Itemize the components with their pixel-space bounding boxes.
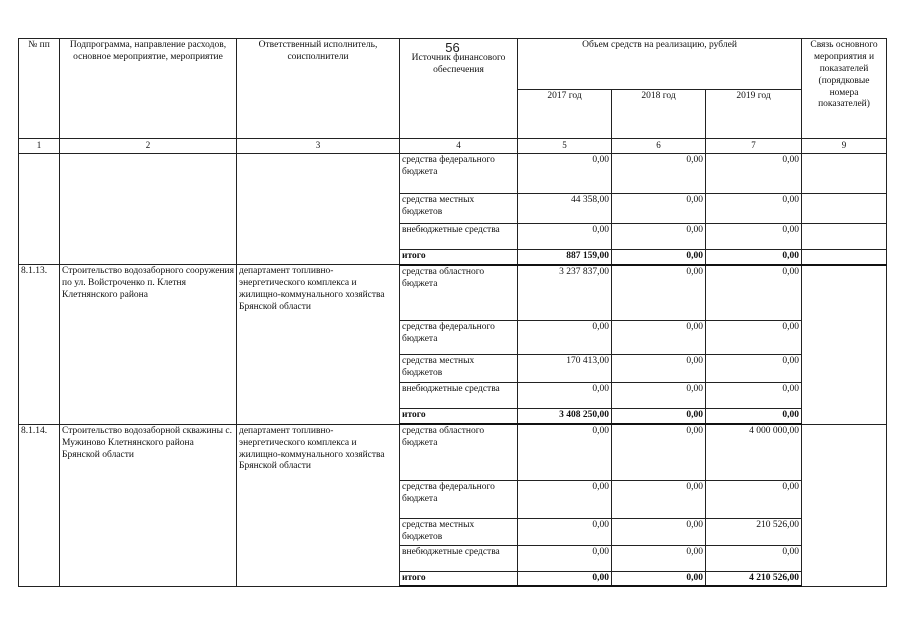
- value-2017: 0,00: [518, 224, 612, 250]
- value-2019: 0,00: [706, 194, 802, 224]
- source-cell: внебюджетные средства: [400, 545, 518, 571]
- header-volume: Объем средств на реализацию, рублей: [518, 39, 802, 90]
- total-label: итого: [400, 409, 518, 424]
- value-2017: 0,00: [518, 518, 612, 545]
- value-2017: 0,00: [518, 154, 612, 194]
- link-cell: [802, 265, 887, 424]
- code-cell: 8.1.14.: [19, 424, 60, 586]
- header-executor: Ответственный исполнитель, соисполнители: [237, 39, 400, 139]
- header-source: Источник финансового обеспечения: [400, 39, 518, 139]
- colnum-6: 6: [612, 139, 706, 154]
- colnum-3: 3: [237, 139, 400, 154]
- total-2017: 0,00: [518, 571, 612, 586]
- value-2019: 0,00: [706, 321, 802, 355]
- value-2018: 0,00: [612, 154, 706, 194]
- header-year-2018: 2018 год: [612, 90, 706, 139]
- value-2019: 0,00: [706, 224, 802, 250]
- source-cell: средства областного бюджета: [400, 424, 518, 480]
- source-cell: внебюджетные средства: [400, 224, 518, 250]
- total-2018: 0,00: [612, 250, 706, 265]
- value-2018: 0,00: [612, 545, 706, 571]
- table-row: [19, 424, 887, 480]
- code-cell: 8.1.13.: [19, 265, 60, 424]
- executor-cell: департамент топливно-энергетического комплекса и жилищно-коммунального хозяйства Брянской области: [237, 265, 400, 424]
- program-cell: [60, 154, 237, 265]
- total-2017: 3 408 250,00: [518, 409, 612, 424]
- value-2017: 170 413,00: [518, 355, 612, 383]
- value-2017: 0,00: [518, 424, 612, 480]
- value-2017: 3 237 837,00: [518, 265, 612, 321]
- total-2018: 0,00: [612, 571, 706, 586]
- value-2017: 0,00: [518, 545, 612, 571]
- total-2019: 0,00: [706, 409, 802, 424]
- total-label: итого: [400, 250, 518, 265]
- value-2019: 0,00: [706, 383, 802, 409]
- link-cell: [802, 154, 887, 194]
- budget-table: [18, 38, 887, 587]
- value-2018: 0,00: [612, 424, 706, 480]
- value-2018: 0,00: [612, 321, 706, 355]
- source-cell: внебюджетные средства: [400, 383, 518, 409]
- value-2018: 0,00: [612, 265, 706, 321]
- link-cell: [802, 194, 887, 224]
- header-num: № пп: [19, 39, 60, 139]
- page-number: 56: [445, 40, 460, 55]
- value-2019: 0,00: [706, 480, 802, 518]
- table-row: [19, 154, 887, 194]
- value-2017: 0,00: [518, 321, 612, 355]
- colnum-9: 9: [802, 139, 887, 154]
- value-2017: 0,00: [518, 383, 612, 409]
- total-label: итого: [400, 571, 518, 586]
- colnum-5: 5: [518, 139, 612, 154]
- value-2017: 44 358,00: [518, 194, 612, 224]
- link-cell: [802, 424, 887, 586]
- source-cell: средства областного бюджета: [400, 265, 518, 321]
- source-cell: средства местных бюджетов: [400, 518, 518, 545]
- value-2018: 0,00: [612, 480, 706, 518]
- column-numbers-row: [19, 139, 887, 154]
- value-2018: 0,00: [612, 383, 706, 409]
- colnum-1: 1: [19, 139, 60, 154]
- source-cell: средства федерального бюджета: [400, 321, 518, 355]
- header-year-2019: 2019 год: [706, 90, 802, 139]
- executor-cell: [237, 154, 400, 265]
- total-2018: 0,00: [612, 409, 706, 424]
- value-2018: 0,00: [612, 224, 706, 250]
- table-row: [19, 265, 887, 321]
- program-cell: Строительство водозаборного сооружения по ул. Войстроченко п. Клетня Клетнянского района: [60, 265, 237, 424]
- header-year-2017: 2017 год: [518, 90, 612, 139]
- code-cell: [19, 154, 60, 265]
- link-cell: [802, 250, 887, 265]
- colnum-7: 7: [706, 139, 802, 154]
- program-cell: Строительство водозаборной скважины с. Мужиново Клетнянского района Брянской области: [60, 424, 237, 586]
- value-2017: 0,00: [518, 480, 612, 518]
- value-2019: 4 000 000,00: [706, 424, 802, 480]
- source-cell: средства местных бюджетов: [400, 355, 518, 383]
- value-2019: 0,00: [706, 355, 802, 383]
- value-2018: 0,00: [612, 194, 706, 224]
- value-2019: 210 526,00: [706, 518, 802, 545]
- header-link: Связь основного мероприятия и показателей (порядковые номера показателей): [802, 39, 887, 139]
- value-2019: 0,00: [706, 154, 802, 194]
- source-cell: средства местных бюджетов: [400, 194, 518, 224]
- link-cell: [802, 224, 887, 250]
- source-cell: средства федерального бюджета: [400, 154, 518, 194]
- header-program: Подпрограмма, направление расходов, основное мероприятие, мероприятие: [60, 39, 237, 139]
- total-2017: 887 159,00: [518, 250, 612, 265]
- total-2019: 0,00: [706, 250, 802, 265]
- value-2018: 0,00: [612, 518, 706, 545]
- value-2018: 0,00: [612, 355, 706, 383]
- header-row: [19, 39, 887, 90]
- value-2019: 0,00: [706, 545, 802, 571]
- colnum-4: 4: [400, 139, 518, 154]
- colnum-2: 2: [60, 139, 237, 154]
- source-cell: средства федерального бюджета: [400, 480, 518, 518]
- executor-cell: департамент топливно-энергетического комплекса и жилищно-коммунального хозяйства Брянской области: [237, 424, 400, 586]
- total-2019: 4 210 526,00: [706, 571, 802, 586]
- value-2019: 0,00: [706, 265, 802, 321]
